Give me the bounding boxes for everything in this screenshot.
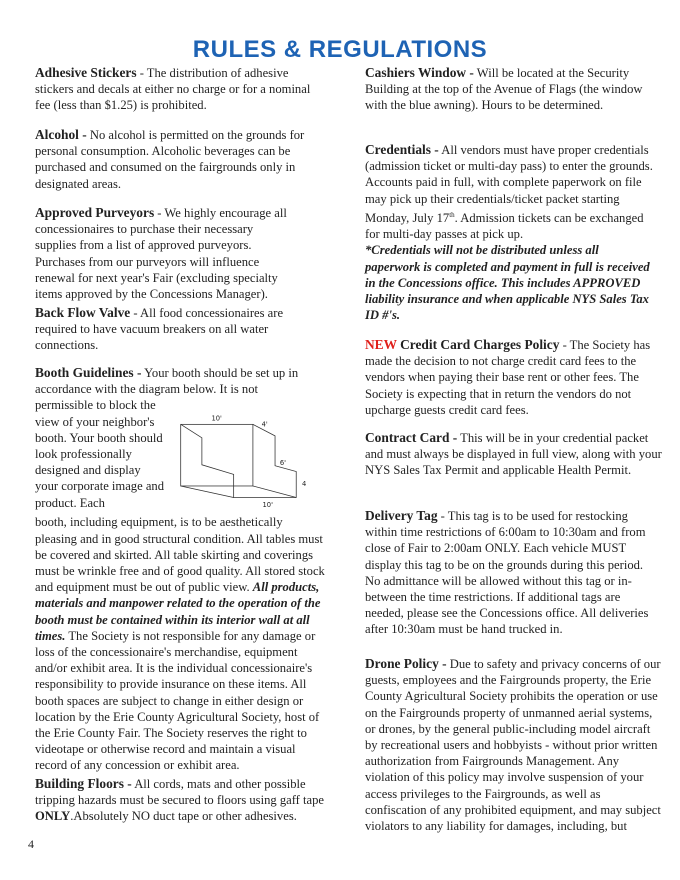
section-body: - We highly encourage all concessionaires to purchase their necessary supplies from a list of approved purveyors. Purchases from our purveyors will influence renewal for next year's Fair (excluding specialty items approved by the Concessions Manager).	[35, 206, 287, 302]
section-adhesive-stickers	[35, 65, 327, 114]
section-body: - This tag is to be used for restocking within time restrictions of 6:00am to 10:30am and from close of Fair to 2:00am ONLY. Each vehicle MUST display this tag to be on the grounds during this period. No admittance will be allowed without this tag or in-between the time restrictions. If additional tags are needed, please see the Concessions office. All deliveries after 10:30am must be hand trucked in.	[365, 509, 649, 637]
diagram-label-height: 4	[301, 480, 307, 489]
section-heading: Adhesive Stickers	[35, 65, 137, 80]
section-body: This will be in your credential packet and must always be displayed in full view, along with your NYS Sales Tax Permit and applicable Health Permit.	[365, 431, 662, 478]
diagram-label-top-width: 10'	[211, 414, 222, 423]
section-contract-card	[365, 430, 663, 479]
section-body: - All food concessionaires are required to have vacuum breakers on all water connections.	[35, 306, 284, 353]
section-body: No alcohol is permitted on the grounds for personal consumption. Alcoholic beverages can be purchased and consumed on the fairgrounds only in designated areas.	[35, 128, 305, 191]
section-heading: Back Flow Valve	[35, 305, 131, 320]
section-alcohol	[35, 127, 327, 192]
section-body: .Absolutely NO duct tape or other adhesives.	[70, 809, 297, 824]
page-title: RULES & REGULATIONS	[192, 36, 488, 63]
section-heading: Alcohol -	[35, 127, 87, 142]
new-badge: NEW	[365, 337, 397, 352]
diagram-label-depth: 4'	[261, 420, 268, 429]
section-cashiers-window	[365, 65, 650, 114]
section-heading: Cashiers Window -	[365, 65, 474, 80]
section-body: - The distribution of adhesive stickers and decals at either no charge or for a nominal fee (less than $1.25) is prohibited.	[35, 66, 311, 113]
section-body: All cords, mats and other possible tripping hazards must be secured to floors using gaff tape	[35, 777, 324, 808]
section-back-flow-valve	[35, 305, 327, 354]
section-heading: Credit Card Charges Policy	[396, 337, 560, 352]
section-heading: Building Floors -	[35, 776, 132, 791]
superscript: th	[449, 210, 455, 219]
section-heading: Contract Card -	[365, 430, 458, 445]
section-delivery-tag	[365, 508, 655, 638]
page-number: 4	[28, 837, 34, 851]
section-body: . Admission tickets can be exchanged for multi-day passes at pick up.	[365, 211, 644, 242]
section-body: Will be located at the Security Building at the top of the Avenue of Flags (the window with the blue awning). Hours to be determined.	[365, 66, 643, 113]
diagram-label-bottom-width: 10'	[262, 501, 273, 510]
section-body: Your booth should be set up in accordance with the diagram below. It is not	[35, 366, 299, 397]
section-body: Due to safety and privacy concerns of our guests, employees and the Fairgrounds property, the Erie County Agricultural Society prohibits the operation or use on the Fairgrounds property of unmanned aerial systems, or drones, by the general public-including model aircraft by recreational users and hobbyists - without prior written authorization from Fairgrounds Management. Any violation of this policy may involve suspension of your access privileges to the Fairgrounds, as well as confiscation of any prohibited equipment, and may subject violators to any liability for damages, including, but	[365, 657, 661, 834]
section-heading: Drone Policy -	[365, 656, 447, 671]
section-heading: Booth Guidelines -	[35, 365, 142, 380]
section-emphasis: ONLY	[35, 809, 71, 824]
section-heading: Delivery Tag	[365, 508, 438, 523]
section-body: permissible to block the view of your neighbor's booth. Your booth should look professionally designed and display your corporate image and product. Each	[35, 398, 165, 510]
section-body: - The Society has made the decision to not charge credit card fees to the vendors when paying their base rent or other fees. The Society is expecting that in return the vendors do not upcharge guests credit card fees.	[365, 338, 651, 417]
section-credentials	[365, 142, 655, 323]
section-booth-guidelines	[35, 365, 327, 774]
section-emphasis: All products, materials and manpower related to the operation of the booth must be contained within its interior wall at all times.	[35, 580, 321, 643]
section-body: All vendors must have proper credentials (admission ticket or multi-day pass) to enter the grounds. Accounts paid in full, with complete paperwork on file may pick up their credentials/ticket packet starting Monday, July 17	[365, 143, 653, 225]
diagram-label-side: 6'	[279, 459, 286, 468]
section-approved-purveyors	[35, 205, 297, 302]
section-credit-card-policy	[365, 337, 663, 418]
section-building-floors	[35, 776, 327, 825]
section-body: The Society is not responsible for any damage or loss of the concessionaire's merchandise, equipment and/or exhibit area. It is the individual concessionaire's responsibility to provide insurance on these items. All booth spaces are subject to change in either design or location by the Erie County Agricultural Society, host of the Erie County Fair. The Society reserves the right to videotape or otherwise record and maintain a visual record of any concession or exhibit area.	[35, 628, 320, 773]
booth-diagram	[173, 405, 327, 514]
section-heading: Approved Purveyors	[35, 205, 155, 220]
section-heading: Credentials -	[365, 142, 439, 157]
credentials-note: *Credentials will not be distributed unless all paperwork is completed and payment in full is received in the Concessions office. This includes APPROVED liability insurance and when applicable NYS Sales Tax ID #'s.	[365, 243, 650, 323]
section-drone-policy	[365, 656, 663, 834]
section-body: booth, including equipment, is to be aesthetically pleasing and in good structural condition. All tables must be covered and skirted. All table skirting and coverings must be wrinkle free and of good quality. All stored stock and equipment must be out of public view.	[35, 515, 325, 595]
